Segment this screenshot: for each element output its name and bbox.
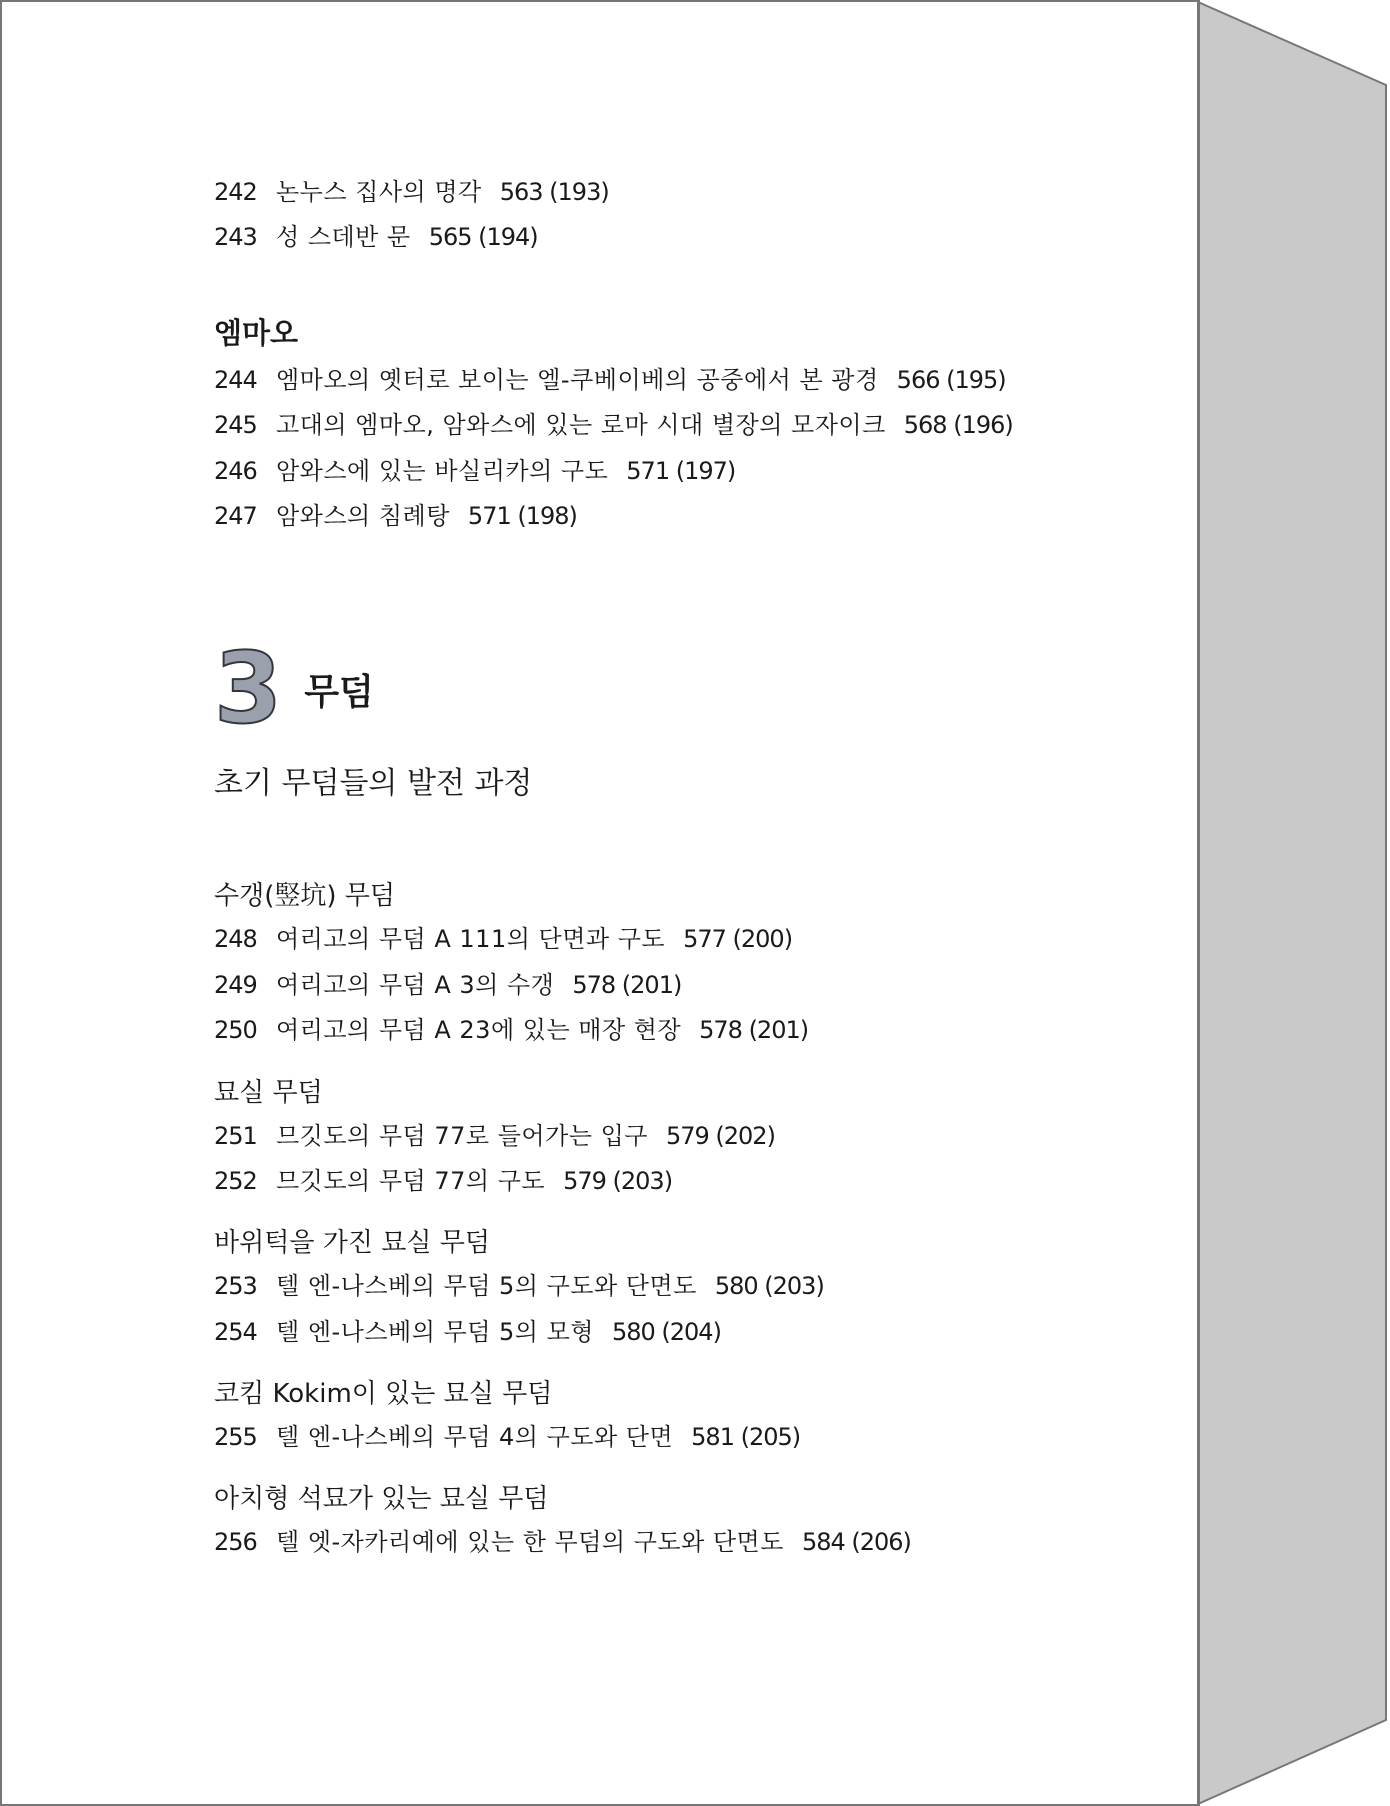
entry-title: 여리고의 무덤 A 23에 있는 매장 현장 (276, 1016, 682, 1045)
entry-page: 566 (195) (896, 365, 1006, 394)
toc-group (214, 170, 1074, 261)
entry-page: 563 (193) (499, 178, 609, 206)
entry-title: 므깃도의 무덤 77로 들어가는 입구 (276, 1121, 648, 1150)
entry-number: 246 (214, 456, 257, 485)
subsection-title: 아치형 석묘가 있는 묘실 무덤 (214, 1484, 549, 1515)
entry-title: 논누스 집사의 명각 (276, 178, 482, 206)
entry-title: 고대의 엠마오, 암와스에 있는 로마 시대 별장의 모자이크 (276, 411, 886, 440)
entry-title: 성 스데반 문 (276, 223, 411, 252)
entry-page: 581 (205) (691, 1423, 801, 1452)
entry-title: 텔 엔-나스베의 무덤 5의 모형 (276, 1317, 594, 1346)
entry-page: 578 (201) (699, 1016, 809, 1045)
entry-number: 254 (214, 1317, 257, 1346)
entry-number: 245 (214, 411, 257, 440)
entry-number: 248 (214, 925, 257, 954)
toc-entry (214, 170, 1074, 215)
entry-page: 584 (206) (801, 1528, 911, 1557)
chapter-heading (214, 632, 1074, 747)
entry-title: 여리고의 무덤 A 111의 단면과 구도 (276, 925, 666, 954)
entry-number: 243 (214, 223, 257, 252)
entry-page: 571 (198) (467, 501, 577, 530)
chapter-number: 3 (214, 632, 283, 747)
entry-number: 252 (214, 1166, 257, 1195)
entry-number: 251 (214, 1121, 257, 1150)
entry-title: 엠마오의 옛터로 보이는 엘-쿠베이베의 공중에서 본 광경 (276, 365, 879, 394)
toc-entry (214, 1264, 1074, 1309)
entry-title: 여리고의 무덤 A 3의 수갱 (276, 970, 555, 999)
toc-entry (214, 1114, 1074, 1159)
entry-page: 568 (196) (903, 411, 1013, 440)
entry-title: 텔 엔-나스베의 무덤 5의 구도와 단면도 (276, 1272, 697, 1301)
toc-entry (214, 494, 1074, 539)
entry-page: 578 (201) (572, 970, 682, 999)
toc-content (214, 170, 1074, 1566)
toc-entry (214, 449, 1074, 494)
entry-number: 244 (214, 365, 257, 394)
entry-page: 580 (204) (611, 1317, 721, 1346)
entry-number: 247 (214, 501, 257, 530)
entry-number: 242 (214, 178, 257, 206)
entry-page: 571 (197) (626, 456, 736, 485)
subsection-title: 수갱(竪坑) 무덤 (214, 881, 396, 912)
subsections (214, 875, 1074, 1566)
entry-page: 577 (200) (683, 925, 793, 954)
entry-number: 256 (214, 1528, 257, 1557)
toc-entry (214, 1008, 1074, 1053)
toc-entry (214, 1159, 1074, 1204)
entry-page: 580 (203) (714, 1272, 824, 1301)
entry-title: 암와스에 있는 바실리카의 구도 (276, 456, 609, 485)
chapter-subtitle: 초기 무덤들의 발전 과정 (214, 766, 533, 802)
toc-entry (214, 215, 1074, 260)
subsection-title: 묘실 무덤 (214, 1077, 323, 1108)
toc-entry (214, 1310, 1074, 1355)
entry-page: 565 (194) (428, 223, 538, 252)
entry-title: 암와스의 침례탕 (276, 501, 450, 530)
toc-group (214, 358, 1074, 540)
chapter-title: 무덤 (304, 671, 374, 713)
entry-title: 텔 엔-나스베의 무덤 4의 구도와 단면 (276, 1423, 674, 1452)
entry-number: 250 (214, 1016, 257, 1045)
entry-number: 249 (214, 970, 257, 999)
entry-number: 255 (214, 1423, 257, 1452)
toc-entry (214, 963, 1074, 1008)
toc-entry (214, 917, 1074, 962)
toc-entry (214, 1520, 1074, 1565)
entry-page: 579 (203) (563, 1166, 673, 1195)
entry-page: 579 (202) (665, 1121, 775, 1150)
toc-entry (214, 1415, 1074, 1460)
subsection-title: 코킴 Kokim이 있는 묘실 무덤 (214, 1379, 553, 1410)
entry-number: 253 (214, 1272, 257, 1301)
toc-entry (214, 358, 1074, 403)
entry-title: 므깃도의 무덤 77의 구도 (276, 1166, 546, 1195)
entry-title: 텔 엣-자카리예에 있는 한 무덤의 구도와 단면도 (276, 1528, 784, 1557)
section-title-emmaus: 엠마오 (214, 315, 299, 350)
subsection-title: 바위턱을 가진 묘실 무덤 (214, 1228, 490, 1259)
book-side-edge (1198, 2, 1386, 1804)
toc-entry (214, 403, 1074, 448)
